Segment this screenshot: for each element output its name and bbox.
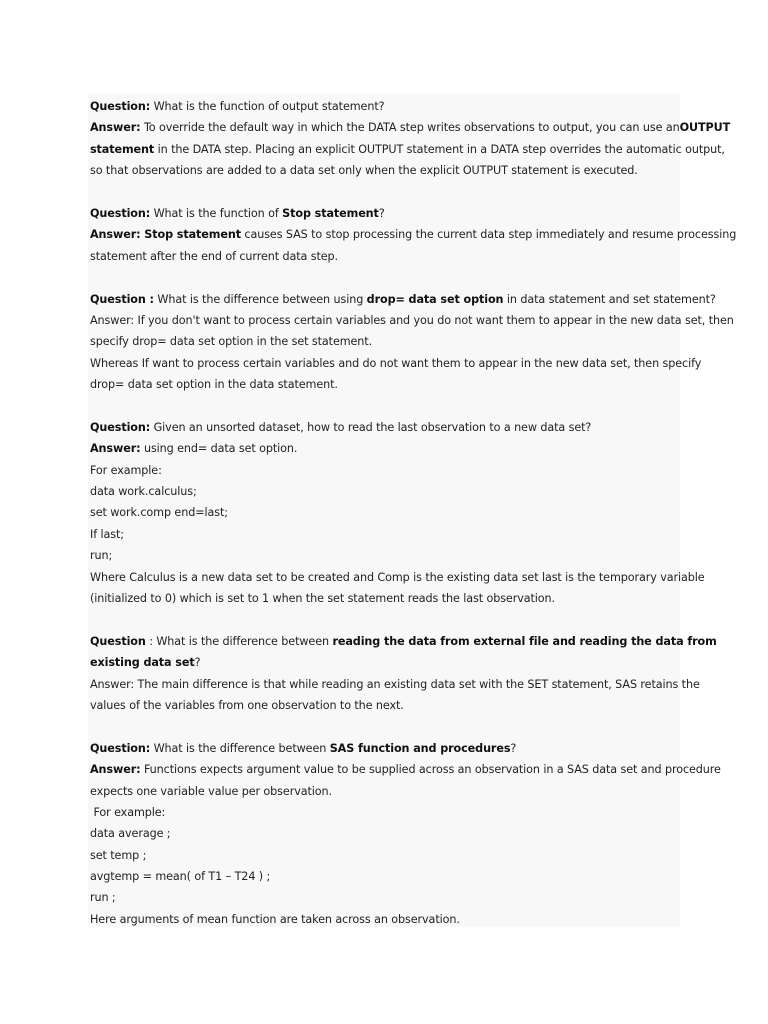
code-line: If last;	[90, 527, 124, 541]
question-1: Question: What is the function of output statement?	[90, 100, 385, 113]
answer-3-line-1: Answer: If you don't want to process certain variables and you do not want them to appear in the new data set, then	[90, 313, 734, 327]
question-5-line-1: Question : What is the difference between reading the data from external file and reading the data from	[90, 634, 717, 648]
answer-5-line-2: values of the variables from one observation to the next.	[90, 698, 404, 712]
answer-4-line-3: (initialized to 0) which is set to 1 when the set statement reads the last observation.	[90, 591, 555, 605]
question-6: Question: What is the difference between SAS function and procedures?	[90, 741, 517, 755]
answer-5-line-1: Answer: The main difference is that while reading an existing data set with the SET statement, SAS retains the	[90, 677, 700, 691]
code-line: avgtemp = mean( of T1 – T24 ) ;	[90, 870, 271, 884]
answer-6-line-1: Answer: Functions expects argument value to be supplied across an observation in a SAS data set and procedure	[90, 763, 721, 777]
code-line: For example:	[90, 463, 162, 477]
answer-3-line-3: Whereas If want to process certain variables and do not want them to appear in the new data set, then specify	[90, 356, 702, 370]
answer-6-line-3: Here arguments of mean function are taken across an observation.	[90, 912, 460, 926]
code-line: For example:	[90, 805, 166, 819]
code-line: run;	[90, 549, 113, 563]
code-line: run ;	[90, 891, 116, 905]
answer-3-line-2: specify drop= data set option in the set statement.	[90, 335, 373, 349]
code-line: data work.calculus;	[90, 485, 197, 499]
answer-1-line-1: Answer: To override the default way in which the DATA step writes observations to output, you can use anOUTPUT	[90, 121, 731, 135]
answer-4-line-1: Answer: using end= data set option.	[90, 442, 298, 456]
question-4: Question: Given an unsorted dataset, how to read the last observation to a new data set?	[90, 420, 592, 434]
code-line: set work.comp end=last;	[90, 506, 228, 520]
question-2: Question: What is the function of Stop statement?	[90, 206, 385, 220]
code-line: data average ;	[90, 827, 171, 841]
document-body	[90, 96, 737, 930]
answer-6-line-2: expects one variable value per observation.	[90, 784, 332, 798]
answer-1-line-3: so that observations are added to a data set only when the explicit OUTPUT statement is executed.	[90, 164, 638, 178]
question-3: Question : What is the difference between using drop= data set option in data statement and set statement?	[90, 292, 716, 306]
answer-1-line-2: statement in the DATA step. Placing an explicit OUTPUT statement in a DATA step overrides the automatic output,	[90, 142, 725, 156]
answer-3-line-4: drop= data set option in the data statement.	[90, 378, 338, 392]
answer-4-line-2: Where Calculus is a new data set to be created and Comp is the existing data set last is the temporary variable	[90, 570, 705, 584]
answer-2-line-2: statement after the end of current data step.	[90, 249, 338, 263]
answer-2-line-1: Answer: Stop statement causes SAS to stop processing the current data step immediately and resume processing	[90, 228, 737, 242]
code-line: set temp ;	[90, 848, 147, 862]
question-5-line-2: existing data set?	[90, 656, 201, 670]
